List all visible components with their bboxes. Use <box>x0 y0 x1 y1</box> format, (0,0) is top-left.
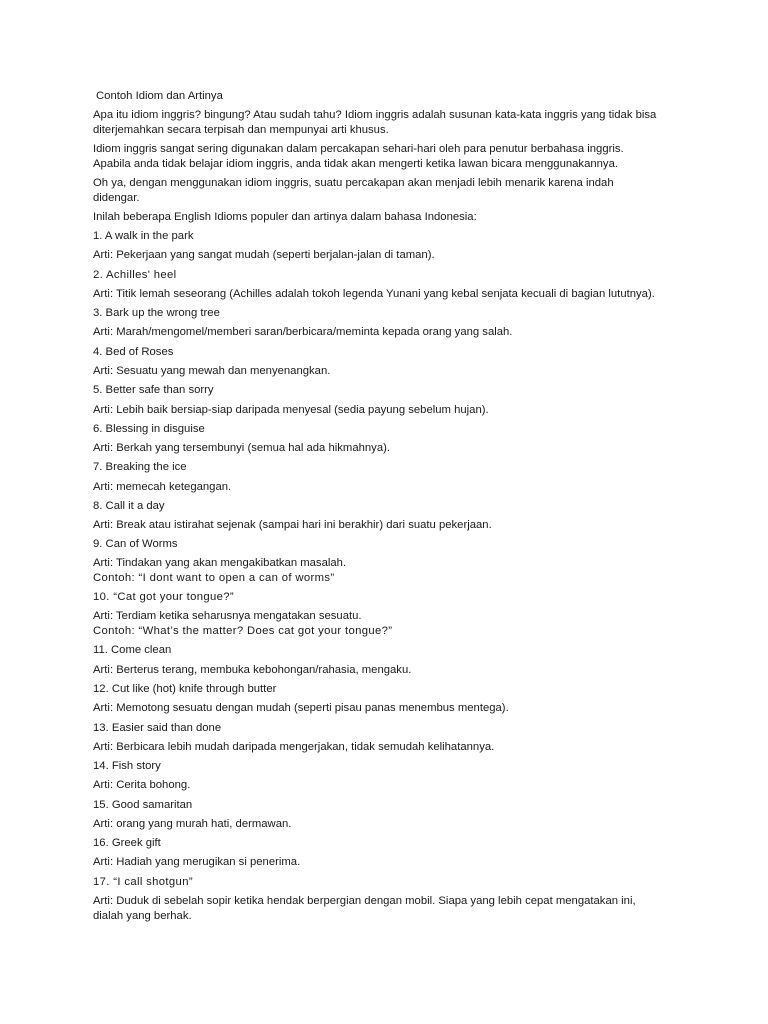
idiom-heading: 11. Come clean <box>93 644 172 656</box>
intro-line: Oh ya, dengan menggunakan idiom inggris, suatu percakapan akan menjadi lebih menarik karena indah <box>93 177 614 189</box>
idiom-heading: 8. Call it a day <box>93 500 165 512</box>
idiom-heading: 2. Achilles' heel <box>93 269 177 281</box>
idiom-meaning: Arti: Cerita bohong. <box>93 779 191 791</box>
idiom-meaning: Arti: Titik lemah seseorang (Achilles adalah tokoh legenda Yunani yang kebal senjata kecuali di bagian lututnya). <box>93 288 655 300</box>
intro-line: diterjemahkan secara terpisah dan mempunyai arti khusus. <box>93 124 389 136</box>
idiom-meaning: Arti: Sesuatu yang mewah dan menyenangkan. <box>93 365 331 377</box>
idiom-heading: 9. Can of Worms <box>93 538 178 550</box>
idiom-meaning: Arti: Lebih baik bersiap-siap daripada menyesal (sedia payung sebelum hujan). <box>93 404 489 416</box>
intro-line: didengar. <box>93 192 140 204</box>
idiom-meaning: Arti: Pekerjaan yang sangat mudah (seperti berjalan-jalan di taman). <box>93 249 435 261</box>
intro-line: Idiom inggris sangat sering digunakan dalam percakapan sehari-hari oleh para penutur berbahasa inggris. <box>93 143 624 155</box>
idiom-meaning: Arti: memecah ketegangan. <box>93 481 232 493</box>
idiom-meaning: Arti: Berterus terang, membuka kebohongan/rahasia, mengaku. <box>93 664 412 676</box>
idiom-meaning: Arti: Terdiam ketika seharusnya mengatakan sesuatu. <box>93 610 362 622</box>
idiom-heading: 13. Easier said than done <box>93 722 222 734</box>
idiom-heading: 16. Greek gift <box>93 837 161 849</box>
idiom-heading: 4. Bed of Roses <box>93 346 174 358</box>
idiom-heading: 1. A walk in the park <box>93 230 194 242</box>
idiom-meaning: Arti: Duduk di sebelah sopir ketika hendak berpergian dengan mobil. Siapa yang lebih cepat mengatakan ini, <box>93 895 636 907</box>
idiom-heading: 5. Better safe than sorry <box>93 384 214 396</box>
idiom-heading: 15. Good samaritan <box>93 799 193 811</box>
idiom-heading: 17. “I call shotgun” <box>93 876 193 888</box>
idiom-meaning: Arti: Break atau istirahat sejenak (sampai hari ini berakhir) dari suatu pekerjaan. <box>93 519 492 531</box>
idiom-meaning: Arti: Hadiah yang merugikan si penerima. <box>93 856 301 868</box>
idiom-heading: 7. Breaking the ice <box>93 461 187 473</box>
idiom-meaning: Arti: Berkah yang tersembunyi (semua hal ada hikmahnya). <box>93 442 391 454</box>
idiom-example: Contoh: “I dont want to open a can of worms” <box>93 572 335 584</box>
idiom-heading: 6. Blessing in disguise <box>93 423 205 435</box>
idiom-heading: 3. Bark up the wrong tree <box>93 307 220 319</box>
idiom-example: Contoh: “What’s the matter? Does cat got your tongue?” <box>93 625 393 637</box>
idiom-heading: 14. Fish story <box>93 760 161 772</box>
idiom-meaning: Arti: Tindakan yang akan mengakibatkan masalah. <box>93 557 347 569</box>
idiom-heading: 10. “Cat got your tongue?” <box>93 591 234 603</box>
idiom-meaning: dialah yang berhak. <box>93 910 192 922</box>
idiom-meaning: Arti: Berbicara lebih mudah daripada mengerjakan, tidak semudah kelihatannya. <box>93 741 495 753</box>
idiom-meaning: Arti: Memotong sesuatu dengan mudah (seperti pisau panas menembus mentega). <box>93 702 509 714</box>
idiom-meaning: Arti: orang yang murah hati, dermawan. <box>93 818 292 830</box>
idiom-heading: 12. Cut like (hot) knife through butter <box>93 683 277 695</box>
idiom-meaning: Arti: Marah/mengomel/memberi saran/berbicara/meminta kepada orang yang salah. <box>93 326 513 338</box>
intro-line: Apa itu idiom inggris? bingung? Atau sudah tahu? Idiom inggris adalah susunan kata-kata inggris yang tidak bisa <box>93 109 657 121</box>
document-title: Contoh Idiom dan Artinya <box>96 90 223 102</box>
intro-line: Apabila anda tidak belajar idiom inggris, anda tidak akan mengerti ketika lawan bicara menggunakannya. <box>93 158 619 170</box>
intro-line: Inilah beberapa English Idioms populer dan artinya dalam bahasa Indonesia: <box>93 211 477 223</box>
